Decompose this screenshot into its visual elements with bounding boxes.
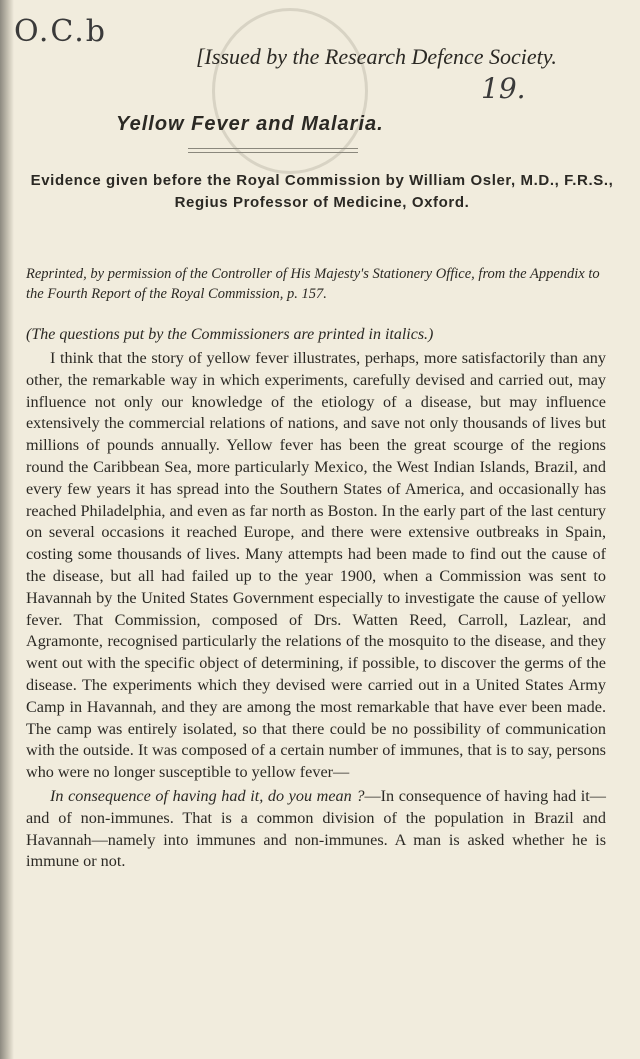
faded-stamp xyxy=(212,8,368,174)
answer-text: —In consequence of having had it—and of non-immunes. That is a common division of the population in Brazil and Havannah—namely into immunes and non-immunes. A man is asked whether he is immune or not. xyxy=(26,786,606,871)
page-edge-shadow xyxy=(0,0,14,1059)
paragraph: I think that the story of yellow fever illustrates, perhaps, more satisfactorily than any other, the remarkable way in which experiments, carefully devised and carried out, may influence not only our knowledge of the etiology of a disease, but may influence extensively the commercial relations of nations, and save not only thousands of lives but millions of pounds annually. Yellow fever has been the great scourge of the regions round the Caribbean Sea, more particularly Mexico, the West Indian Islands, Brazil, and every few years it has spread into the Southern States of America, and occasionally has reached Philadelphia, and even as far north as Boston. In the early part of the last century on several occasions it reached Europe, and there were extensive outbreaks in Spain, costing some thousands of lives. Many attempts had been made to find out the cause of the disease, but all had failed up to the year 1900, when a Commission was sent to Havannah by the United States Government especially to investigate the cause of yellow fever. That Commission, composed of Drs. Watten Reed, Carroll, Lazlear, and Agramonte, recognised particularly the relations of the mosquito to the disease, and they went out with the specific object of determining, if possible, to discover the germs of the disease. The experiments which they devised were carried out in a United States Army Camp in Havannah, and they are among the most remarkable that have ever been made. The camp was entirely isolated, so that there could be no possibility of communication with the outside. It was composed of a certain number of immunes, that is to say, persons who were no longer susceptible to yellow fever— xyxy=(26,349,606,782)
handwritten-annotation: O.C.b xyxy=(14,14,107,49)
handwritten-page-number: 19. xyxy=(481,72,526,105)
issued-line: [Issued by the Research Defence Society. xyxy=(196,44,557,69)
title-rule xyxy=(188,152,358,153)
document-title: Yellow Fever and Malaria. xyxy=(116,113,384,135)
question-answer-paragraph xyxy=(26,786,606,873)
questions-note: (The questions put by the Commissioners are printed in italics.) xyxy=(26,326,434,343)
title-rule xyxy=(188,148,358,149)
reprint-notice: Reprinted, by permission of the Controller of His Majesty's Stationery Office, from the Appendix to the Fourth Report of the Royal Commission, p. 157. xyxy=(26,266,600,302)
body-text xyxy=(26,348,606,873)
evidence-heading: Evidence given before the Royal Commission by William Osler, M.D., F.R.S., Regius Professor of Medicine, Oxford. xyxy=(30,172,614,211)
question-text: In consequence of having had it, do you mean ? xyxy=(50,786,365,805)
